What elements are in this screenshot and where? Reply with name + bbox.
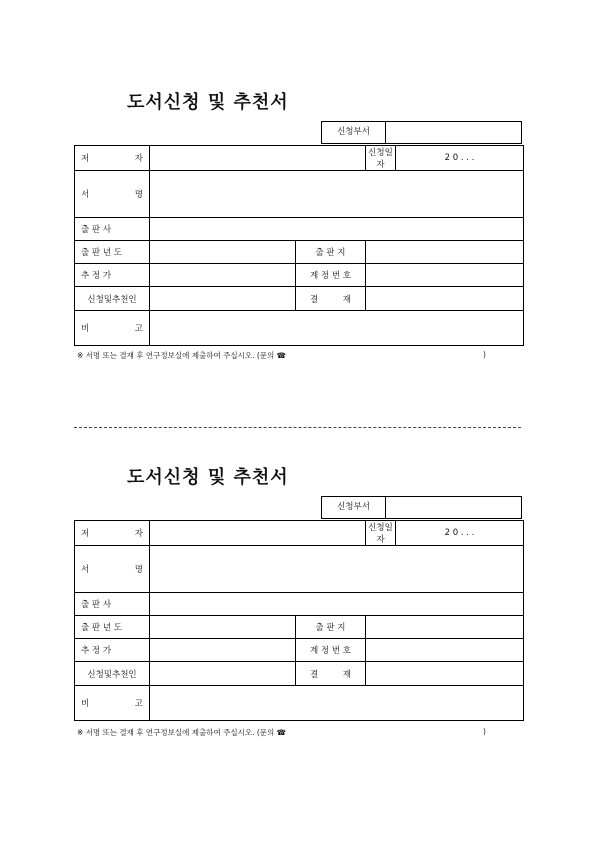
pubyear-field[interactable] (150, 241, 296, 264)
remarks-label: 비 고 (75, 311, 150, 346)
date-label: 신청일자 (366, 146, 396, 171)
account-field[interactable] (366, 639, 524, 662)
dept-field[interactable] (386, 122, 521, 143)
dept-row (321, 121, 522, 144)
submission-note: ※ 서명 또는 결재 후 연구정보실에 제출하여 주십시오. (문의 ☎ ) (77, 350, 486, 360)
price-field[interactable] (150, 639, 296, 662)
approval-field[interactable] (366, 287, 524, 311)
requester-label: 신청및추천인 (75, 287, 150, 311)
approval-label: 결 재 (296, 662, 366, 686)
dept-field[interactable] (386, 497, 521, 518)
account-field[interactable] (366, 264, 524, 287)
cut-line (74, 427, 521, 428)
requester-field[interactable] (150, 662, 296, 686)
pubyear-label: 출 판 년 도 (75, 241, 150, 264)
author-label: 저 자 (75, 146, 150, 171)
remarks-field[interactable] (150, 311, 524, 346)
pubyear-label: 출 판 년 도 (75, 616, 150, 639)
publisher-field[interactable] (150, 593, 524, 616)
remarks-field[interactable] (150, 686, 524, 721)
price-label: 추 정 가 (75, 264, 150, 287)
account-label: 계 정 번 호 (296, 639, 366, 662)
dept-row (321, 496, 522, 519)
form-title: 도서신청 및 추천서 (127, 467, 289, 488)
approval-field[interactable] (366, 662, 524, 686)
price-field[interactable] (150, 264, 296, 287)
account-label: 계 정 번 호 (296, 264, 366, 287)
submission-note: ※ 서명 또는 결재 후 연구정보실에 제출하여 주십시오. (문의 ☎ ) (77, 727, 486, 737)
author-label: 저 자 (75, 521, 150, 546)
pubplace-label: 출 판 지 (296, 616, 366, 639)
date-field[interactable]: 2 0 . . . (396, 146, 524, 171)
author-field[interactable] (150, 521, 366, 546)
booktitle-field[interactable] (150, 171, 524, 218)
date-field[interactable]: 2 0 . . . (396, 521, 524, 546)
publisher-field[interactable] (150, 218, 524, 241)
approval-label: 결 재 (296, 287, 366, 311)
remarks-label: 비 고 (75, 686, 150, 721)
booktitle-field[interactable] (150, 546, 524, 593)
request-table (74, 520, 524, 721)
booktitle-label: 서 명 (75, 546, 150, 593)
pubyear-field[interactable] (150, 616, 296, 639)
requester-label: 신청및추천인 (75, 662, 150, 686)
price-label: 추 정 가 (75, 639, 150, 662)
dept-label: 신청부서 (322, 122, 386, 143)
pubplace-field[interactable] (366, 616, 524, 639)
pubplace-label: 출 판 지 (296, 241, 366, 264)
publisher-label: 출 판 사 (75, 218, 150, 241)
publisher-label: 출 판 사 (75, 593, 150, 616)
pubplace-field[interactable] (366, 241, 524, 264)
author-field[interactable] (150, 146, 366, 171)
date-label: 신청일자 (366, 521, 396, 546)
request-table (74, 145, 524, 346)
booktitle-label: 서 명 (75, 171, 150, 218)
form-title: 도서신청 및 추천서 (127, 92, 289, 113)
dept-label: 신청부서 (322, 497, 386, 518)
requester-field[interactable] (150, 287, 296, 311)
